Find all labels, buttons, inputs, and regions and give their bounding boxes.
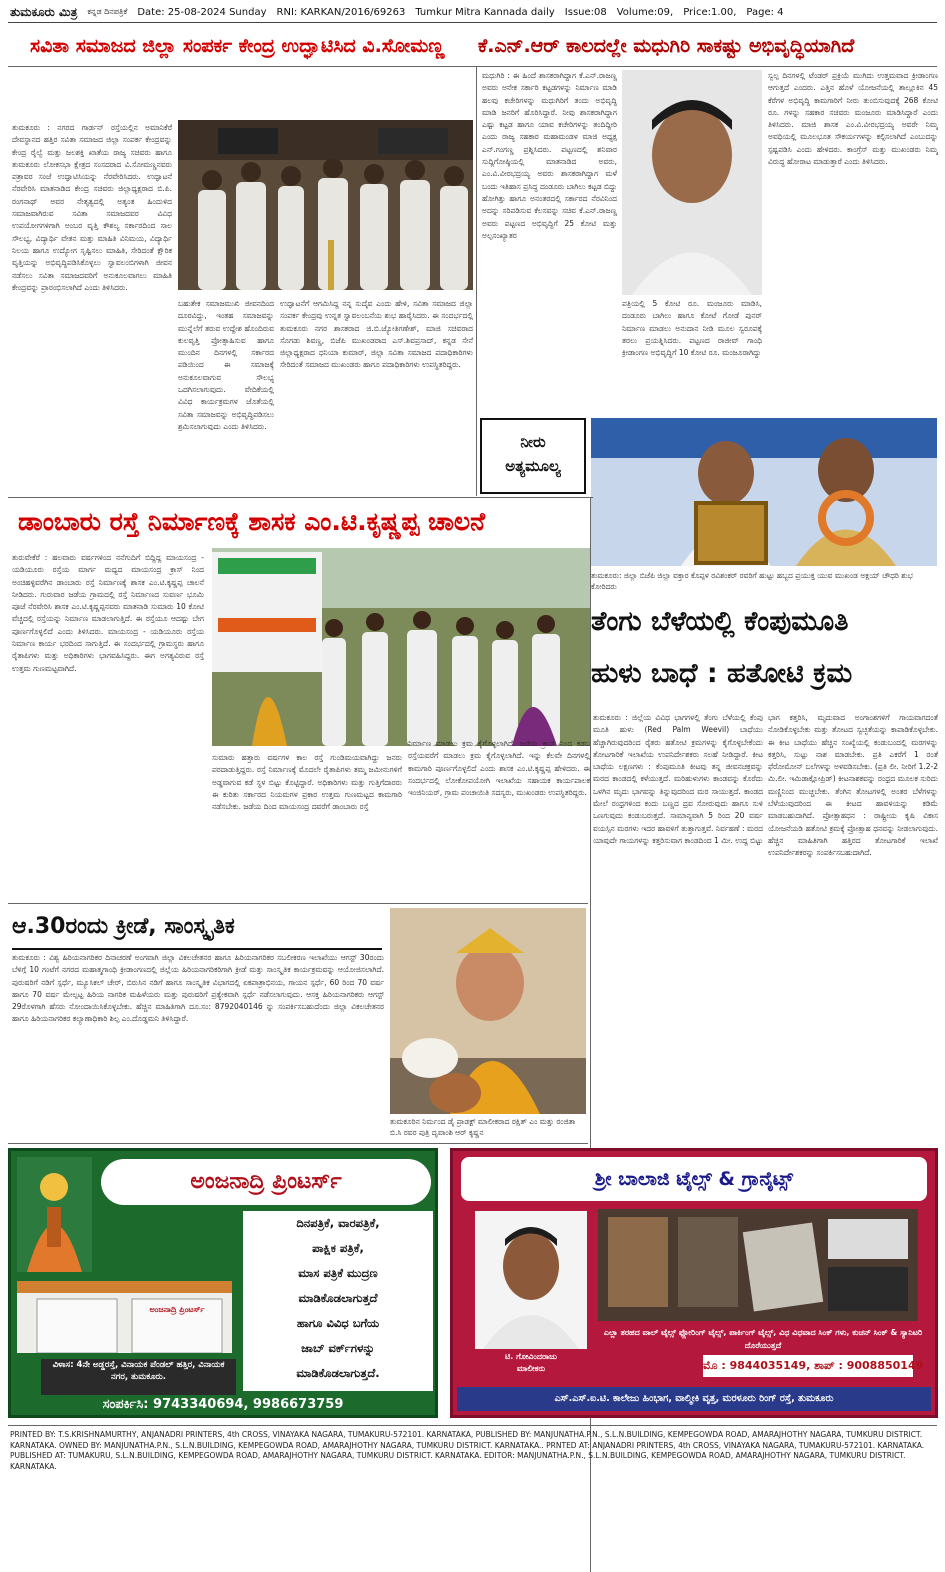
bjp-photo-caption: ತುಮಕೂರು: ಜಿಲ್ಲಾ ಬಿಜೆಪಿ ಜಿಲ್ಲಾ ವಕ್ತಾರ ಕೊಪ್ಪಳ ರವಿಶಂಕರ್ ರವರಿಗೆ ಹುಟ್ಟು ಹಬ್ಬದ ಪ್ರಯುಕ್ತ ಯುವ ಮುಖಂಡ ಅಕ್ಷಯ್ ಚೌಧರಿ ಶುಭ ಕೋರಿದರು xyxy=(591,571,913,591)
owner-photo-art xyxy=(475,1211,587,1349)
story4-headline xyxy=(591,596,937,704)
krishna-child-photo xyxy=(390,908,586,1114)
story2-headline: ಕೆ.ಎನ್.ಆರ್ ಕಾಲದಲ್ಲೇ ಮಧುಗಿರಿ ಸಾಕಷ್ಟು ಅಭಿವೃದ್ಧಿಯಾಗಿದೆ xyxy=(478,35,855,57)
printers-ad-title: ಅಂಜನಾದ್ರಿ ಪ್ರಿಂಟರ್ಸ್ xyxy=(101,1159,431,1205)
story2-column-2: ಪತ್ರಿಯಲ್ಲಿ 5 ಕೋಟಿ ರೂ. ಮಂಜೂರು ಮಾಡಿಸಿ, ದಂಡೂರು ಬಾಗಿಲು ಹಾಗೂ ಕೋಟೆ ಗೋಡೆ ಪುನರ್ ನಿರ್ಮಾಣ ಮಾಡಲು ಅನುದಾನ ನೀಡಿ ಮೂಲ ಸ್ವರೂಪಕ್ಕೆ ತರಲು ಪ್ರಯತ್ನಿಸಿದರು. ಪಟ್ಟಣದ ರಾಜೀವ್ ಗಾಂಧಿ ಕ್ರೀಡಾಂಗಣ ಅಭಿವೃದ್ಧಿಗೆ 10 ಕೋಟಿ ರೂ. ಮಂಜೂರಾಗಿದ್ದು xyxy=(622,299,762,358)
owner-name: ಟಿ. ಗೋವಿಂದರಾಜು xyxy=(505,1352,557,1361)
center-divider xyxy=(476,66,477,496)
owner-photo xyxy=(475,1211,587,1349)
paper-name: Tumkur Mitra Kannada daily xyxy=(415,6,555,18)
water-slogan-box xyxy=(480,418,586,494)
story4-headline-line2: ಹುಳು ಬಾಧೆ : ಹತೋಟಿ ಕ್ರಮ xyxy=(591,658,853,689)
story2-column-1: ಮಧುಗಿರಿ : ಈ ಹಿಂದೆ ಶಾಸಕರಾಗಿದ್ದಾಗ ಕೆ.ಎನ್.ರಾಜಣ್ಣ ಅವರು ಅನೇಕ ಸರ್ಕಾರಿ ಕಟ್ಟಡಗಳನ್ನು ನಿರ್ಮಾಣ ಮಾಡಿ ಹಲವು ಕಚೇರಿಗಳನ್ನು ಮಧುಗಿರಿಗೆ ತಂದು ಅಭಿವೃದ್ಧಿ ಮಾಡಿ ಜನರಿಗೆ ಹೊರಿಸಿದ್ದಾರೆ. ನೀವು ಶಾಸಕರಾಗಿದ್ದಾಗ ಎಷ್ಟು ಕಟ್ಟಡ ಹಾಗೂ ಯಾವ ಕಚೇರಿಗಳನ್ನು ತಂದಿದ್ದೀರಿ ಎಂದು ರಾಜ್ಯ ಸಹಕಾರ ಮಹಾಮಂಡಳ ಮಾಜಿ ಅಧ್ಯಕ್ಷ ಎನ್.ಗಂಗಣ್ಣ ಪ್ರಶ್ನಿಸಿದರು. ಪಟ್ಟಣದಲ್ಲಿ ಶನಿವಾರ ಸುದ್ದಿಗೋಷ್ಠಿಯಲ್ಲಿ ಮಾತನಾಡಿದ ಅವರು, ಎಂ.ವಿ.ವೀರಭದ್ರಯ್ಯ ಅವರು ಶಾಸಕರಾಗಿದ್ದಾಗ ಮಳೆ ಬಂದು ಇತಿಹಾಸ ಪ್ರಸಿದ್ಧ ದಂಡೂರು ಬಾಗಿಲು ಕಟ್ಟಡ ಬಿದ್ದು ಹೋಗಿತ್ತು ಹಾಗೂ ಅನಂತರದಲ್ಲಿ ಸರ್ಕಾರದ ನೆರವಿನಿಂದ ಅದನ್ನು ಸರಿಪಡಿಸುವ ಕೆಲಸವನ್ನು ಸಚಿವ ಕೆ.ಎನ್.ರಾಜಣ್ಣ ಅವರು ಪಟ್ಟಣದ ಅಭಿವೃದ್ಧಿಗೆ 25 ಕೋಟಿ ಮತ್ತು ಅಲ್ಪಸಂಖ್ಯಾತರ xyxy=(482,71,617,240)
bjp-photo xyxy=(591,418,937,566)
headline-rule xyxy=(8,66,937,67)
tiles-description: ಎಲ್ಲಾ ತರಹದ ವಾಲ್ ಟೈಲ್ಸ್ ಫ್ಲೋರಿಂಗ್ ಟೈಲ್ಸ್, ಪಾರ್ಕಿಂಗ್ ಟೈಲ್ಸ್, ವಿಧ ವಿಧವಾದ ಸಿಂಕ್ ಗಳು, ಕುಚನ್ ಸಿಂಕ್ & ಸ್ಯಾನಿಟರಿ ದೊರೆಯುತ್ತದೆ xyxy=(603,1328,923,1350)
story4-column-2: ಭಾಗ ಕತ್ತರಿಸಿ, ಮೃದುವಾದ ಅಂಗಾಂಶಗಳಿಗೆ ಗಾಯವಾಗದಂತೆ ನೋಡಿಕೊಳ್ಳಬೇಕು ಮತ್ತು ತೋಟದ ಸ್ವಚ್ಛತೆಯನ್ನು ಕಾಪಾಡಿಕೊಳ್ಳಬೇಕು. ಈ ಕೀಟ ಬಾಧೆಯು ಹೆಚ್ಚಿನ ಸಂಖ್ಯೆಯಲ್ಲಿ ಕಂಡುಬಂದಲ್ಲಿ ಮರಗಳನ್ನು ಕತ್ತರಿಸಿ, ಸುಟ್ಟು ನಾಶ ಮಾಡಬೇಕು. ಪ್ರತಿ ಎಕರೆಗೆ 1 ರಂತೆ ಫೆರೋಮೋನ್ ಬಲೆಗಳನ್ನು ಅಳವಡಿಸಬೇಕು. (ಪ್ರತಿ ಲೀ. ನೀರಿಗೆ 1.2-2 ಮಿ.ಲೀ. ಇಮಿಡಾಕ್ಲೋಪ್ರಿಡ್) ಕೀಟನಾಶಕವನ್ನು ರಂಧ್ರದ ಮೂಲಕ ಸುರಿದು ಮಣ್ಣಿನಿಂದ ಮುಚ್ಚಬೇಕು. ತೆಂಗಿನ ತೋಟಗಳಲ್ಲಿ ಅಂತರ ಬೆಳೆಗಳನ್ನು ಬೆಳೆಯುವುದರಿಂದ ಈ ಕೀಟದ ಹಾವಳಿಯನ್ನು ಕಡಿಮೆ ಮಾಡಬಹುದಾಗಿದೆ. ಪ್ರೋತ್ಸಾಹಧನ : ರಾಷ್ಟ್ರೀಯ ಕೃಷಿ ವಿಕಾಸ ಯೋಜನೆಯಡಿ ಹತೋಟಿ ಕ್ರಮಕ್ಕೆ ಪ್ರೋತ್ಸಾಹ ಧನವನ್ನು ನೀಡಲಾಗುವುದು. ಹೆಚ್ಚಿನ ಮಾಹಿತಿಗಾಗಿ ಹತ್ತಿರದ ತೋಟಗಾರಿಕೆ ಇಲಾಖೆ ಉಪನಿರ್ದೇಶಕರನ್ನು ಸಂಪರ್ಕಿಸಬಹುದಾಗಿದೆ. xyxy=(768,713,938,858)
masthead xyxy=(10,4,935,20)
printers-service-line: ದಿನಪತ್ರಿಕೆ, ವಾರಪತ್ರಿಕೆ, xyxy=(296,1216,380,1230)
owner-role: ಮಾಲೀಕರು xyxy=(516,1364,546,1373)
printers-shop-photo-art xyxy=(17,1281,232,1353)
tiles-address: ಎಸ್.ಎಸ್.ಐ.ಟಿ. ಕಾಲೇಜು ಹಿಂಭಾಗ, ವಾಲ್ಮೀಕಿ ವೃತ್ತ, ಮರಳೂರು ರಿಂಗ್ ರಸ್ತೆ, ತುಮಕೂರು xyxy=(457,1387,931,1411)
printers-shop-photo xyxy=(17,1281,232,1353)
story3-headline: ಡಾಂಬಾರು ರಸ್ತೆ ನಿರ್ಮಾಣಕ್ಕೆ ಶಾಸಕ ಎಂ.ಟಿ.ಕೃಷ್ಣಪ್ಪ ಚಾಲನೆ xyxy=(18,507,485,536)
portrait-photo-art xyxy=(622,70,762,295)
issue-number: Issue:08 xyxy=(564,6,607,18)
section-rule-3 xyxy=(8,1143,588,1144)
printers-address: ವಿಳಾಸ: 4ನೇ ಅಡ್ಡರಸ್ತೆ, ವಿನಾಯಕ ಪೆಂಡಲ್ ಹತ್ತಿರ, ವಿನಾಯಕ ನಗರ, ತುಮಕೂರು. xyxy=(41,1359,236,1395)
rni-number: RNI: KARKAN/2016/69263 xyxy=(276,6,406,18)
tiles-phone: ಮೊ : 9844035149, ಶಾಪ್ : 9008850149 xyxy=(703,1355,913,1377)
printers-services xyxy=(243,1211,433,1391)
story4-headline-line1: ತೆಂಗು ಬೆಳೆಯಲ್ಲಿ ಕೆಂಪುಮೂತಿ xyxy=(591,606,849,637)
hanuman-icon xyxy=(17,1157,92,1272)
masthead-rule xyxy=(8,22,937,23)
paper-logo: ತುಮಕೂರು ಮಿತ್ರ xyxy=(10,4,78,19)
story3-column-2: ಸುಮಾರು ಹತ್ತಾರು ವರ್ಷಗಳ ಕಾಲ ರಸ್ತೆ ಗುಂಡಿಮಯವಾಗಿದ್ದು ಜನರು ಪರದಾಡುತ್ತಿದ್ದರು. ರಸ್ತೆ ನಿರ್ಮಾಣಕ್ಕೆ ಮೊದಲೇ ರೈತಾಪಿಗಳು ತಮ್ಮ ಜಮೀನುಗಳಿಗೆ ಅಡ್ಡವಾಗುವ ಕಡೆ ಸ್ಥಳ ಬಿಟ್ಟು ಕೊಟ್ಟಿದ್ದಾರೆ. ಅಧಿಕಾರಿಗಳು ಮತ್ತು ಗುತ್ತಿಗೆದಾರರು ಈ ಕುರಿತು ಸರ್ಕಾರದ ನಿಯಮಗಳ ಪ್ರಕಾರ ಉತ್ತಮ ಗುಣಮಟ್ಟದ ಕಾಮಗಾರಿ ನಡೆಸಬೇಕು. ಜಡೆಯ ದಿಂದ ಮಾಯಸಂದ್ರ ದವರೆಗೆ ಡಾಂಬಾರು ರಸ್ತೆ xyxy=(212,753,402,812)
section-rule-1 xyxy=(8,497,593,498)
ceremony-photo-art xyxy=(178,120,473,290)
printers-service-line: ಹಾಗೂ ವಿವಿಧ ಬಗೆಯ xyxy=(296,1316,380,1330)
portrait-photo xyxy=(622,70,762,295)
road-ceremony-photo xyxy=(212,548,590,746)
water-slogan-line1: ನೀರು xyxy=(520,433,546,451)
volume-number: Volume:09, xyxy=(616,6,674,18)
footer-rule xyxy=(8,1425,937,1426)
story1-headline: ಸವಿತಾ ಸಮಾಜದ ಜಿಲ್ಲಾ ಸಂಪರ್ಕ ಕೇಂದ್ರ ಉದ್ಘಾಟಿಸಿದ ವಿ.ಸೋಮಣ್ಣ xyxy=(30,35,445,57)
story5-headline: ಆ.30ರಂದು ಕ್ರೀಡೆ, ಸಾಂಸ್ಕೃತಿಕ xyxy=(12,906,382,950)
paper-logo-sub: ಕನ್ನಡ ದಿನಪತ್ರಿಕೆ xyxy=(87,7,128,16)
printers-service-line: ಪಾಕ್ಷಿಕ ಪತ್ರಿಕೆ, xyxy=(312,1241,364,1255)
printers-service-line: ಜಾಬ್ ವರ್ಕ್‌ಗಳನ್ನು xyxy=(301,1341,375,1355)
printers-service-line: ಮಾಡಿಕೊಡಲಾಗುತ್ತದೆ. xyxy=(296,1366,380,1380)
tiles-ad xyxy=(450,1148,938,1418)
printers-shop-sign: ಅಂಜನಾದ್ರಿ ಪ್ರಿಂಟರ್ಸ್ xyxy=(149,1305,205,1314)
owner-info xyxy=(475,1351,587,1379)
bjp-photo-art xyxy=(591,418,937,566)
printers-service-line: ಮಾಡಿಕೊಡಲಾಗುತ್ತದೆ xyxy=(298,1291,378,1305)
tiles-ad-title: ಶ್ರೀ ಬಾಲಾಜಿ ಟೈಲ್ಸ್ & ಗ್ರಾನೈಟ್ಸ್ xyxy=(461,1157,927,1201)
krishna-child-photo-art xyxy=(390,908,586,1114)
story5-body: ತುಮಕೂರು : ವಿಶ್ವ ಹಿರಿಯನಾಗರಿಕರ ದಿನಾಚರಣೆ ಅಂಗವಾಗಿ ಜಿಲ್ಲಾ ವಿಕಲಚೇತನರ ಹಾಗೂ ಹಿರಿಯನಾಗರಿಕರ ಸಬಲೀಕರಣ ಇಲಾಖೆಯು ಆಗಸ್ಟ್ 30ರಂದು ಬೆಳಿಗ್ಗೆ 10 ಗಂಟೆಗೆ ನಗರದ ಮಹಾತ್ಮಗಾಂಧಿ ಕ್ರೀಡಾಂಗಣದಲ್ಲಿ ಜಿಲ್ಲೆಯ ಹಿರಿಯನಾಗರಿಕರಿಗಾಗಿ ಕ್ರೀಡೆ ಮತ್ತು ಸಾಂಸ್ಕೃತಿಕ ಕಾರ್ಯಕ್ರಮವನ್ನು ಆಯೋಜಿಸಲಾಗಿದೆ. ಪುರುಷರಿಗೆ ನಡಿಗೆ ಸ್ಪರ್ಧೆ, ಮ್ಯೂಸಿಕಲ್ ಚೇರ್, ಬಿರುಸಿನ ನಡಿಗೆ ಹಾಗೂ ಸಾಂಸ್ಕೃತಿಕ ವಿಭಾಗದಲ್ಲಿ ಏಕಪಾತ್ರಾಭಿನಯ, ಗಾಯನ ಸ್ಪರ್ಧೆ, 60 ರಿಂದ 70 ವರ್ಷ ಹಾಗೂ 70 ವರ್ಷ ಮೇಲ್ಪಟ್ಟ ಹಿರಿಯ ನಾಗರಿಕ ಮಹಿಳೆಯರು ಮತ್ತು ಪುರುಷರಿಗೆ ಪ್ರತ್ಯೇಕವಾಗಿ ಸ್ಪರ್ಧೆ ನಡೆಸಲಾಗುವುದು. ಆಸಕ್ತ ಹಿರಿಯನಾಗರಿಕರು ಆಗಸ್ಟ್ 29ರೊಳಗಾಗಿ ಹೆಸರು ನೋಂದಾಯಿಸಿಕೊಳ್ಳಬೇಕು. ಹೆಚ್ಚಿನ ಮಾಹಿತಿಗಾಗಿ ದೂ.ಸಂ: 8792040146 ನ್ನು ಸಂಪರ್ಕಿಸಬಹುದೆಂದು ಜಿಲ್ಲಾ ವಿಕಲಚೇತನರ ಹಾಗೂ ಹಿರಿಯನಾಗರಿಕರ ಕಲ್ಯಾಣಾಧಿಕಾರಿ ಶಿಲ್ಪ ಎಂ.ದೊಡ್ಡಮನಿ ತಿಳಿಸಿದ್ದಾರೆ. xyxy=(12,953,384,1024)
story1-column-3: ಉದ್ಘಾಟನೆಗೆ ಆಗಮಿಸಿದ್ದ ನನ್ನ ಸುದೈವ ಎಂದು ಹೇಳಿ, ಸವಿತಾ ಸಮಾಜದ ಜಿಲ್ಲಾ ಸಂಪರ್ಕ ಕೇಂದ್ರವು ಉನ್ನತ ಸ್ವಾವಲಂಬನೆಯ ಶುಭ ಹಾರೈಸಿದರು. ಈ ಸಂದರ್ಭದಲ್ಲಿ ತುಮಕೂರು ನಗರ ಶಾಸಕರಾದ ಜಿ.ಬಿ.ಜ್ಯೋತಿಗಣೇಶ್, ಮಾಜಿ ಸಚಿವರಾದ ಸೊಗಡು ಶಿವಣ್ಣ, ಬಿಜೆಪಿ ಮುಖಂಡರಾದ ಎಸ್.ಶಿವಪ್ರಸಾದ್, ಕನ್ನಡ ಸೇನೆ ಜಿಲ್ಲಾಧ್ಯಕ್ಷರಾದ ಧನಿಯಾ ಕುಮಾರ್, ಜಿಲ್ಲಾ ಸವಿತಾ ಸಮಾಜದ ಪದಾಧಿಕಾರಿಗಳು ಸೇರಿದಂತೆ ಸಮಾಜದ ಮುಖಂಡರು ಹಾಗೂ ಪದಾಧಿಕಾರಿಗಳು ಉಪಸ್ಥಿತರಿದ್ದರು. xyxy=(280,299,473,370)
tiles-product-photo-art xyxy=(598,1209,918,1321)
hanuman-image xyxy=(17,1157,92,1272)
printers-ad xyxy=(8,1148,438,1418)
water-slogan-line2: ಅತ್ಯಮೂಲ್ಯ xyxy=(505,457,561,475)
story2-column-3: ಸ್ವಲ್ಪ ದಿನಗಳಲ್ಲಿ ಟೆಂಡರ್ ಪ್ರಕ್ರಿಯೆ ಮುಗಿದು ಉತ್ತಮವಾದ ಕ್ರೀಡಾಂಗಣ ಆಗುತ್ತದೆ ಎಂದರು. ಎತ್ತಿನ ಹೊಳೆ ಯೋಜನೆಯಲ್ಲಿ ತಾಲ್ಲೂಕಿನ 45 ಕೆರೆಗಳ ಅಭಿವೃದ್ಧಿ ಕಾಮಗಾರಿಗೆ ನೀರು ತುಂಬಿಸುವುದಕ್ಕೆ 268 ಕೋಟಿ ರೂ. ಗಳನ್ನು ಸಹಕಾರ ಸಚಿವರು ಮಂಜೂರು ಮಾಡಿಸಿದ್ದಾರೆ ಎಂದು ತಿಳಿಸಿದರು. ಮಾಜಿ ಶಾಸಕ ಎಂ.ವಿ.ವೀರಭದ್ರಯ್ಯ ಅವರೇ ನಿಮ್ಮ ಅವಧಿಯಲ್ಲಿ ಮೂಲಭೂತ ಸೌಕರ್ಯಗಳನ್ನು ಕಲ್ಪಿಸಲಾಗಿದೆ ಎಂಬುದನ್ನು ಸ್ಪಷ್ಟಪಡಿಸಿ ಎಂದು ಹೇಳಿದರು. ಕಾಂಗ್ರೆಸ್ ಮತ್ತು ಮುಖಂಡರು ನಿಮ್ಮ ವಿರುದ್ಧ ಹೋರಾಟ ಮಾಡುತ್ತಾರೆ ಎಂದು ತಿಳಿಸಿದರು. xyxy=(768,71,938,167)
krishna-photo-caption: ತುಮಕೂರಿನ ನಿರ್ಮಂದ ಡೈ ಪ್ರಾಡಕ್ಟ್ ಮಾಲೀಕರಾದ ರಕ್ಷಿತ್ ಎಂ ಮತ್ತು ರಂಜಿತಾ ಬಿ.ಸಿ ರವರ ಪುತ್ರಿ ದೃವಾಂಶಿ ಆರ್ ಕೃಷ್ಣನ xyxy=(390,1117,576,1137)
tiles-product-photo xyxy=(598,1209,918,1321)
printers-contact: ಸಂಪರ್ಕಿಸಿ: 9743340694, 9986673759 xyxy=(102,1397,344,1412)
price: Price:1.00, xyxy=(683,6,737,18)
story1-column-2: ಬಹುತೇಕ ಸಮಾಜಮುಖಿ ಜೀವನದಿಂದ ದೂರವಿದ್ದು, ಇಂತಹ ಸಮಾಜವನ್ನು ಮುನ್ನೆಲೆಗೆ ತರುವ ಉದ್ದೇಶ ಹೊಂದಿರುವ ಕುಲವೃತ್ತಿ ಪ್ರೋತ್ಸಾಹಿಸುವ ಹಾಗೂ ಮುಂದಿನ ದಿನಗಳಲ್ಲಿ ಸರ್ಕಾರದ ಪಡಿಯಿಂದ ಈ ಸಮಾಜಕ್ಕೆ ಅನುಕೂಲವಾಗುವ ಸೌಲಭ್ಯ ಒದಗಿಸಲಾಗುವುದು. ವೇದಿಕೆಯಲ್ಲಿ ವಿವಿಧ ಕಾರ್ಯಕ್ರಮಗಳ ಜೊತೆಯಲ್ಲಿ ಸವಿತಾ ಸಮಾಜವನ್ನು ಅಭಿವೃದ್ಧಿಪಡಿಸಲು ಶ್ರಮಿಸಲಾಗುವುದು ಎಂದು ತಿಳಿಸಿದರು. xyxy=(178,299,274,431)
section-rule-2 xyxy=(8,903,588,904)
printers-service-line: ಮಾಸ ಪತ್ರಿಕೆ ಮುದ್ರಣ xyxy=(298,1266,378,1280)
story4-column-1: ತುಮಕೂರು : ಜಿಲ್ಲೆಯ ವಿವಿಧ ಭಾಗಗಳಲ್ಲಿ ತೆಂಗು ಬೆಳೆಯಲ್ಲಿ ಕೆಂಪು ಮೂತಿ ಹುಳು (Red Palm Weevil) ಬಾಧೆಯು ಹೆಚ್ಚಾಗಿರುವುದರಿಂದ ರೈತರು ಹತೋಟಿ ಕ್ರಮಗಳನ್ನು ಕೈಗೊಳ್ಳಬೇಕೆಂದು ತೋಟಗಾರಿಕೆ ಇಲಾಖೆಯ ಉಪನಿರ್ದೇಶಕರು ಸಲಹೆ ನೀಡಿದ್ದಾರೆ. ಕೀಟ ಬಾಧೆಯ ಲಕ್ಷಣಗಳು : ಕೆಂಪುಮೂತಿ ಕೀಟವು ತನ್ನ ಜೀವನಚಕ್ರವನ್ನು ಮರದ ಕಾಂಡದಲ್ಲಿ ಕಳೆಯುತ್ತದೆ. ಮರಿಹುಳುಗಳು ಕಾಂಡವನ್ನು ಕೊರೆದು ಒಳಗಿನ ಮೃದು ಭಾಗವನ್ನು ತಿನ್ನುವುದರಿಂದ ಮರ ಸಾಯುತ್ತದೆ. ಕಾಂಡದ ಮೇಲೆ ರಂಧ್ರಗಳಿಂದ ಕಂದು ಬಣ್ಣದ ದ್ರವ ಸೋರುವುದು ಹಾಗೂ ಸುಳಿ ಒಣಗುವುದು ಕಂಡುಬರುತ್ತದೆ. ಸಾಮಾನ್ಯವಾಗಿ 5 ರಿಂದ 20 ವರ್ಷ ವಯಸ್ಸಿನ ಮರಗಳು ಇದರ ಹಾವಳಿಗೆ ತುತ್ತಾಗುತ್ತವೆ. ನಿರ್ವಹಣೆ : ಮರದ ಯಾವುದೇ ಗಾಯಗಳನ್ನು ಕತ್ತರಿಸುವಾಗ ಕಾಂಡದಿಂದ 1 ಮೀ. ಉದ್ದ ಬಿಟ್ಟು xyxy=(593,713,763,845)
issue-date: Date: 25-08-2024 Sunday xyxy=(137,6,267,18)
story3-column-1: ತುರುವೇಕೆರೆ : ಹಲವಾರು ವರ್ಷಗಳಿಂದ ನನೆಗುದಿಗೆ ಬಿದ್ದಿದ್ದ ಮಾಯಸಂದ್ರ - ಯಡಿಯೂರು ರಸ್ತೆಯ ಮಾರ್ಗ ಮಧ್ಯದ ಮಾಯಸಂದ್ರ ಕ್ರಾಸ್ ನಿಂದ ಅಂಚಿಹಳ್ಳಿವರೆಗಿನ ಡಾಂಬಾರು ರಸ್ತೆ ನಿರ್ಮಾಣಕ್ಕೆ ಶಾಸಕ ಎಂ.ಟಿ.ಕೃಷ್ಣಪ್ಪ ಚಾಲನೆ ನೀಡಿದರು. ಗುರುವಾರ ಜಡೆಯ ಗ್ರಾಮದಲ್ಲಿ ರಸ್ತೆ ನಿರ್ಮಾಣದ ಸುವರ್ಣ ಭೂಮಿ ಪೂಜೆ ನೆರವೇರಿಸಿ ಶಾಸಕ ಎಂ.ಟಿ.ಕೃಷ್ಣಪ್ಪನವರು ಮಾತನಾಡಿ ಸುಮಾರು 10 ಕೋಟಿ ವೆಚ್ಚದಲ್ಲಿ ರಸ್ತೆಯನ್ನು ನಿರ್ಮಾಣ ಮಾಡಲಾಗುತ್ತಿದೆ. ಈ ರಸ್ತೆಯೂ ಆದಷ್ಟು ಬೇಗ ಪೂರ್ಣಗೊಳ್ಳಲಿದೆ ಎಂದು ತಿಳಿಸಿದರು. ಮಾಯಸಂದ್ರ - ಯಡಿಯೂರು ರಸ್ತೆಯ ನಿರ್ಮಾಣ ಕಾರ್ಯ ಭರದಿಂದ ಸಾಗುತ್ತಿದೆ. ಈ ಸಂದರ್ಭದಲ್ಲಿ ಗ್ರಾಮಸ್ಥರು ಹಾಗೂ ರೈತಾಪಿಗಳು ಮತ್ತು ಅಧಿಕಾರಿಗಳು ಭಾಗವಹಿಸಿದ್ದರು. ಈಗ ಅಗತ್ಯವಿರುವ ರಸ್ತೆ ಉತ್ತಮ ಗುಣಮಟ್ಟವಾಗಿದೆ. xyxy=(12,553,204,673)
road-ceremony-photo-art xyxy=(212,548,590,746)
ceremony-photo xyxy=(178,120,473,290)
story1-column-1: ತುಮಕೂರು : ನಗರದ ಗಾರ್ಡನ್ ರಸ್ತೆಯಲ್ಲಿನ ಅಮಾನಿಕೆರೆ ದೇವಸ್ಥಾನದ ಹತ್ತಿರ ಸವಿತಾ ಸಮಾಜದ ಜಿಲ್ಲಾ ಸಂಪರ್ಕ ಕೇಂದ್ರವನ್ನು ಕೇಂದ್ರ ರೈಲ್ವೆ ಮತ್ತು ಜಲಶಕ್ತಿ ಖಾತೆಯ ರಾಜ್ಯ ಸಚಿವರು ಹಾಗೂ ತುಮಕೂರು ಲೋಕಸಭಾ ಕ್ಷೇತ್ರದ ಸಂಸದರಾದ ವಿ.ಸೋಮಣ್ಣನವರು ಪತ್ರಾವರ ಸಂಜೆ ಉದ್ಘಾಟಿಸಿಯನ್ನು ನೆರವೇರಿಸಿದರು. ಉದ್ಘಾಟನೆ ನೆರವೇರಿಸಿ ಮಾತನಾಡಿದ ಕೇಂದ್ರ ಸಚಿವರು ಜಿಲ್ಲಾಧ್ಯಕ್ಷರಾದ ಬಿ.ಪಿ. ರಂಗನಾಥ್ ಅವರ ನೇತೃತ್ವದಲ್ಲಿ ಅತ್ಯಂತ ಹಿಂದುಳಿದ ಸಮಾಜವಾಗಿರುವ ಸವಿತಾ ಸಮಾಜದವರ ವಿವಿಧ ಉಪಯೋಗಗಳಿಗಾಗಿ ಅಂಬರ ವೃತ್ತಿ ಕೌಶಲ್ಯ ಸರ್ಕಾರದಿಂದ ಸಾಲ ಸೌಲಭ್ಯ, ವಿದ್ಯಾರ್ಥಿ ವೇತನ ಮತ್ತು ಮಾಹಿತಿ ವಿನಿಮಯ, ವಿದ್ಯಾರ್ಥಿ ನಿಲಯ ಹಾಗೂ ಉದ್ಯೋಗ ಸೃಷ್ಟಿಸಲು ಮಾಹಿತಿ, ಸೇರಿದಂತೆ ಕ್ಷೌರಿಕ ವೃತ್ತಿಯನ್ನು ಅಭಿವೃದ್ಧಿಪಡಿಸಿಕೊಳ್ಳಲು ಸ್ವಾವಲಂಬಿಗಳಾಗಿ ಜೀವನ ನಡೆಸಲು ಸವಿತಾ ಸಮಾಜದವರಿಗೆ ಅನುಕೂಲವಾಗಲು ಮಾಹಿತಿ ಕೇಂದ್ರವನ್ನು ಪ್ರಾರಂಭಿಸಲಾಗಿದೆ ಎಂದು ತಿಳಿಸಿದರು. xyxy=(12,123,172,292)
page-number: Page: 4 xyxy=(746,6,784,18)
imprint-footer: PRINTED BY: T.S.KRISHNAMURTHY, ANJANADRI PRINTERS, 4th CROSS, VINAYAKA NAGARA, TUMAKURU-572101. KARNATAKA, PUBLISHED BY: MANJUNATHA.P.N., S.L.N.BUILDING, KEMPEGOWDA ROAD, AMARAJHOTHY NAGARA, TUMKURU DISTRICT. KARNATAKA. OWNED BY: MANJUNATHA.P.N., S.L.N.BUILDING, KEMPEGOWDA ROAD, AMARAJHOTHY NAGARA, TUMKURU DISTRICT. KARNATAKA.. PRNTED AT: ANJANADRI PRINTERS, 4th CROSS, VINAYAKA NAGARA, TUMAKURU-572101. KARNATAKA. PUBLISHED AT: TUMAKURU, S.L.N.BUILDING, KEMPEGOWDA ROAD, AMARAJHOTHY NAGARA, TUMKURU DISTRICT. KARNATAKA. EDITOR: MANJUNATHA.P.N., S.L.N.BUILDING, KEMPEGOWDA ROAD, AMARAJHOTHY NAGARA, TUMKURU DISTRICT. KARNATAKA. xyxy=(10,1430,925,1471)
story3-column-3: ನಿರ್ಮಾಣ ಮಾಡಲು ಕ್ರಮ ಕೈಗೊಳ್ಳಲಾಗಿದೆ. ಜಡೆಯ ಕ್ರಾಸ್ ನಿಂದ ಕಡಬ ರಸ್ತೆಯವರೆಗೆ ಮಾಡಲು ಕ್ರಮ ಕೈಗೊಳ್ಳಲಾಗಿದೆ. ಇನ್ನು ಕೆಲವೇ ದಿನಗಳಲ್ಲಿ ಕಾಮಗಾರಿ ಪೂರ್ಣಗೊಳ್ಳಲಿದೆ ಎಂದು ಶಾಸಕ ಎಂ.ಟಿ.ಕೃಷ್ಣಪ್ಪ ಹೇಳಿದರು. ಈ ಸಂದರ್ಭದಲ್ಲಿ ಲೋಕೋಪಯೋಗಿ ಇಲಾಖೆಯ ಸಹಾಯಕ ಕಾರ್ಯಪಾಲಕ ಇಂಜಿನಿಯರ್, ಗ್ರಾಮ ಪಂಚಾಯಿತಿ ಸದಸ್ಯರು, ಮುಖಂಡರು ಉಪಸ್ಥಿತರಿದ್ದರು. xyxy=(408,739,590,798)
